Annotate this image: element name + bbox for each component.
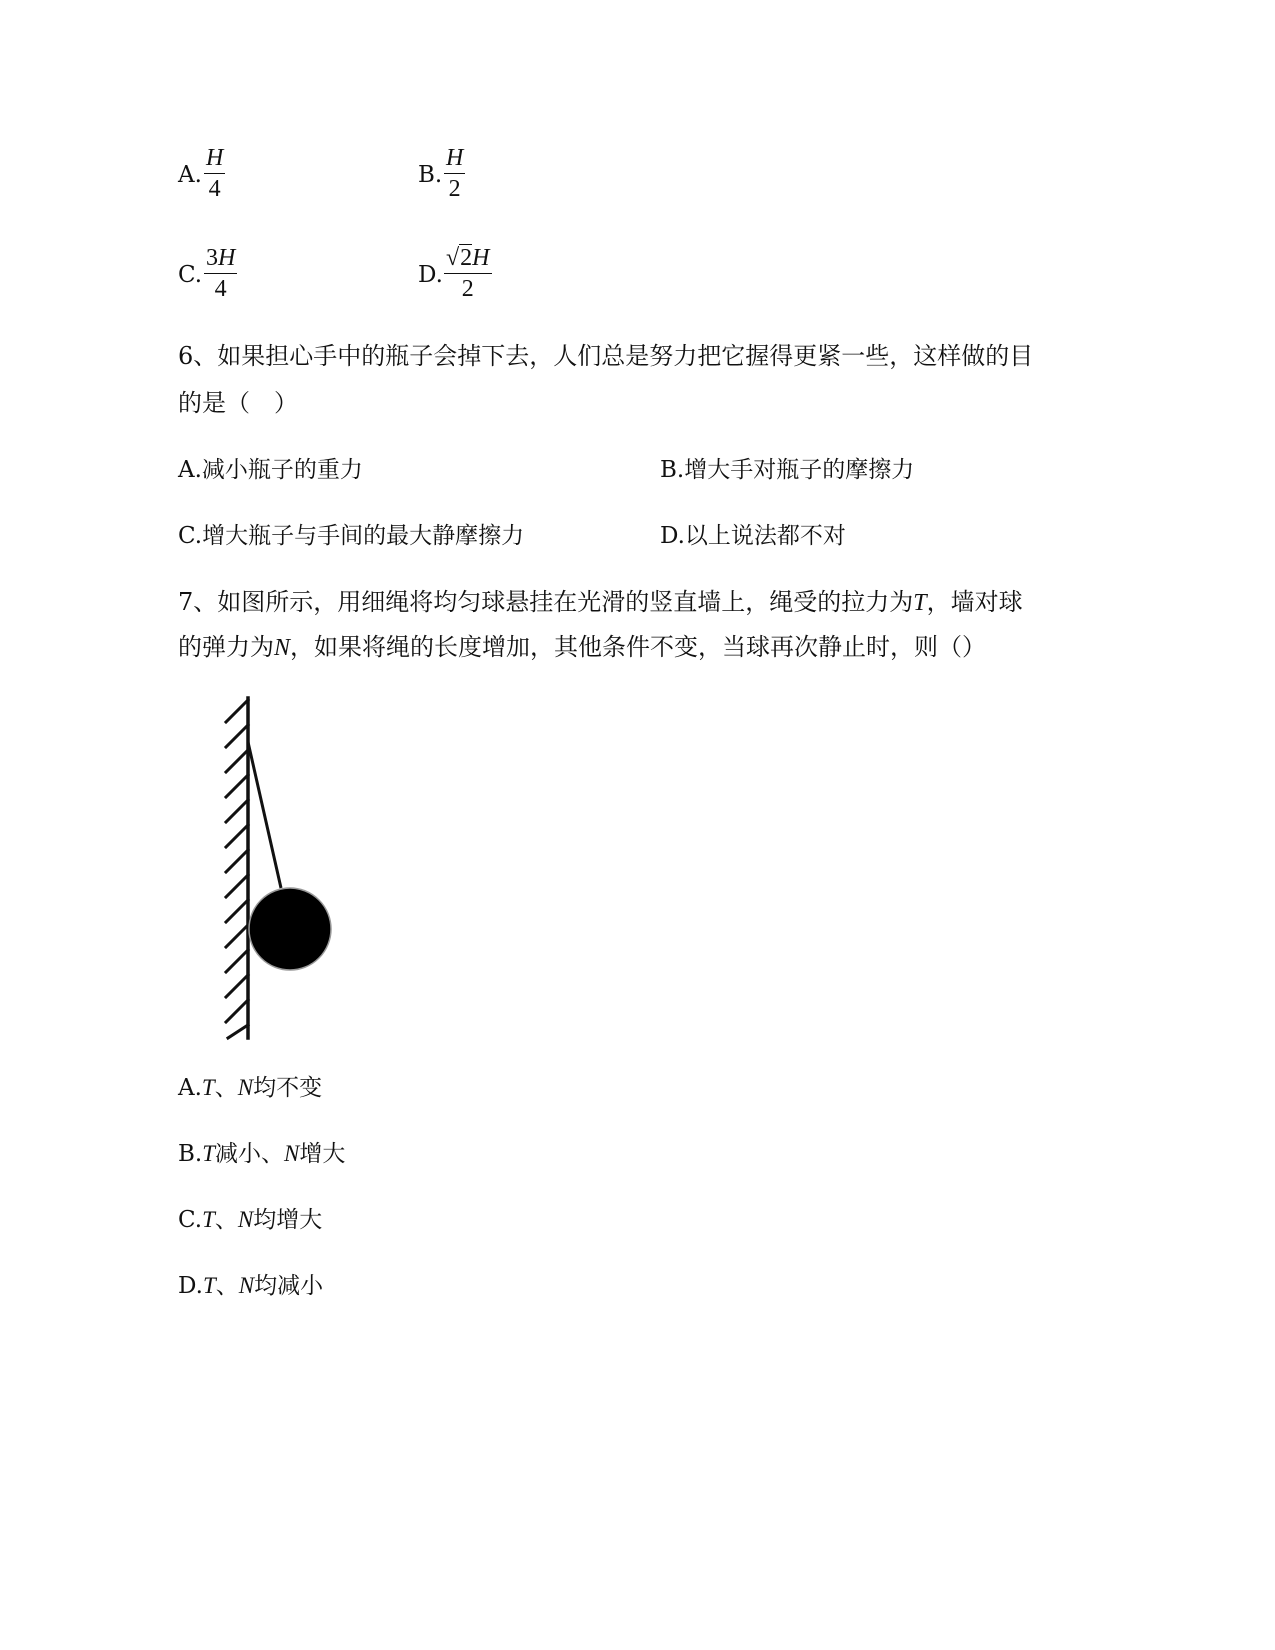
q7-option-a-var-t: T	[201, 1075, 215, 1100]
q6-option-b: B.增大手对瓶子的摩擦力	[660, 457, 915, 483]
q7-option-d-sep: 、	[215, 1273, 239, 1299]
q5-option-d-fraction	[444, 244, 492, 303]
q6-stem-line2: 的是（ ）	[178, 389, 298, 417]
rope	[248, 742, 281, 888]
q5-option-c-label: C.	[178, 262, 203, 288]
q6-stem-line1: 6、如果担心手中的瓶子会掉下去，人们总是努力把它握得更紧一些，这样做的目	[178, 342, 1034, 370]
ball	[249, 888, 331, 970]
q5-option-a-denominator: 4	[208, 176, 221, 202]
q6-option-a: A.减小瓶子的重力	[178, 457, 363, 483]
q7-option-d	[178, 1271, 323, 1301]
q7-option-b-sep: 减小、	[215, 1141, 285, 1167]
q7-stem-line2-b: ，如果将绳的长度增加，其他条件不变，当球再次静止时，则（）	[290, 633, 987, 661]
q7-option-d-tail: 均减小	[254, 1273, 324, 1299]
q7-option-a	[178, 1073, 322, 1103]
q7-option-d-var-t: T	[202, 1273, 216, 1298]
q7-option-c-var-n: N	[237, 1207, 254, 1232]
q7-stem-var-t: T	[913, 590, 927, 616]
q7-option-d-label: D.	[178, 1273, 203, 1299]
q7-option-c-sep: 、	[214, 1207, 238, 1233]
q5-option-c-denominator: 4	[214, 276, 227, 302]
q5-option-c-coefficient: 3	[206, 245, 218, 271]
q7-option-c	[178, 1205, 322, 1235]
wall-hatching	[226, 698, 248, 1038]
q7-option-c-label: C.	[178, 1207, 203, 1233]
q5-option-d-numerator: H	[472, 245, 490, 271]
q5-option-b-fraction	[444, 144, 465, 203]
q7-option-b-tail: 增大	[299, 1141, 346, 1167]
q5-option-d-sqrt-arg: 2	[460, 245, 473, 271]
wall-ball-diagram	[214, 690, 354, 1050]
q7-option-c-tail: 均增大	[253, 1207, 323, 1233]
q5-option-a-fraction	[204, 144, 225, 203]
q5-option-a-label: A.	[178, 162, 202, 188]
q7-option-a-tail: 均不变	[253, 1075, 323, 1101]
q5-option-c-fraction	[204, 244, 237, 303]
q5-option-d-sqrt: √2	[446, 245, 473, 271]
q7-stem-line2-a: 的弹力为	[178, 633, 274, 661]
q7-stem-line2	[178, 632, 986, 663]
q5-option-c-numerator: H	[218, 245, 236, 271]
q7-option-b	[178, 1139, 345, 1169]
q5-option-b-denominator: 2	[448, 176, 461, 202]
q7-option-a-label: A.	[178, 1075, 202, 1101]
q5-option-d-label: D.	[418, 262, 443, 288]
q7-option-b-var-t: T	[202, 1141, 216, 1166]
q7-stem-var-n: N	[274, 635, 291, 661]
q7-stem-line1-b: ，墙对球	[926, 588, 1023, 616]
q7-option-b-label: B.	[178, 1141, 203, 1167]
q5-option-d-denominator: 2	[461, 276, 474, 302]
q7-stem-line1	[178, 587, 1023, 618]
q6-option-c: C.增大瓶子与手间的最大静摩擦力	[178, 523, 525, 549]
q5-option-a-numerator: H	[206, 145, 224, 171]
q7-option-d-var-n: N	[238, 1273, 255, 1298]
q7-option-a-sep: 、	[214, 1075, 238, 1101]
q7-option-c-var-t: T	[202, 1207, 215, 1232]
q7-option-a-var-n: N	[237, 1075, 254, 1100]
q5-option-b-numerator: H	[446, 145, 464, 171]
q5-option-b-label: B.	[418, 162, 443, 188]
q7-option-b-var-n: N	[284, 1141, 300, 1166]
q7-stem-line1-a: 7、如图所示，用细绳将均匀球悬挂在光滑的竖直墙上，绳受的拉力为	[178, 588, 914, 616]
q6-option-d: D.以上说法都不对	[660, 523, 846, 549]
